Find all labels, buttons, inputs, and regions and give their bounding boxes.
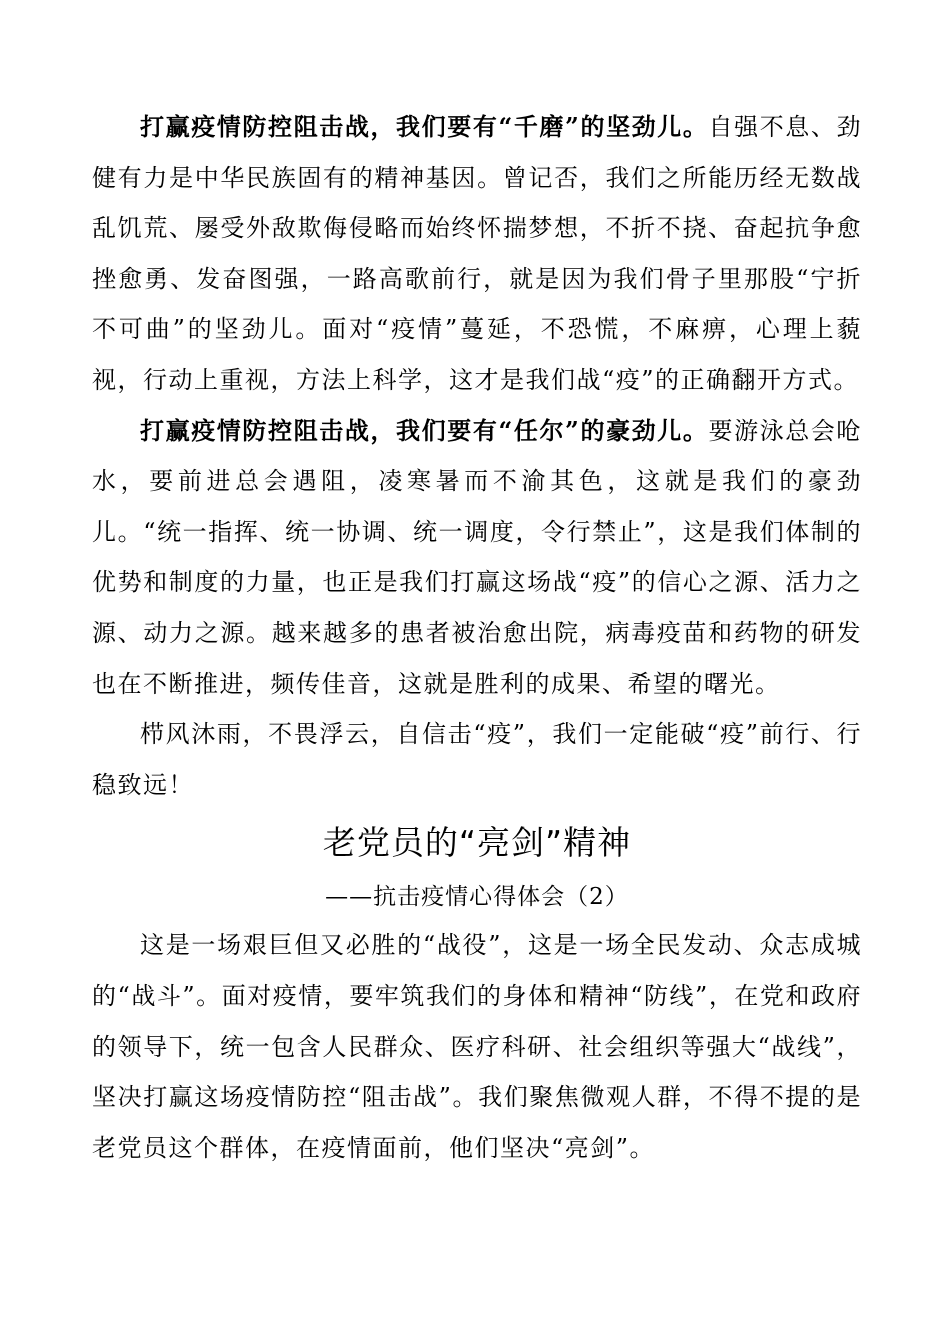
paragraph-1 — [92, 102, 862, 406]
paragraph-1-lead: 打赢疫情防控阻击战，我们要有“千磨”的坚劲儿。 — [140, 112, 709, 141]
document-page — [92, 102, 862, 1173]
paragraph-2-lead: 打赢疫情防控阻击战，我们要有“任尔”的豪劲儿。 — [140, 415, 709, 445]
article-2-paragraph: 这是一场艰巨但又必胜的“战役”，这是一场全民发动、众志成城的“战斗”。面对疫情，要牢筑我们的身体和精神“防线”，在党和政府的领导下，统一包含人民群众、医疗科研、社会组织等强大“战线”，坚决打赢这场疫情防控“阻击战”。我们聚焦微观人群，不得不提的是老党员这个群体，在疫情面前，他们坚决“亮剑”。 — [92, 931, 862, 1162]
paragraph-2 — [92, 406, 862, 710]
article-2-subtitle: ——抗击疫情心得体会（2） — [325, 884, 629, 911]
paragraph-2-body: 要游泳总会呛水，要前进总会遇阻，凌寒暑而不渝其色，这就是我们的豪劲儿。“统一指挥、统一协调、统一调度，令行禁止”，这是我们体制的优势和制度的力量，也正是我们打赢这场战“疫”的信心之源、活力之源、动力之源。越来越多的患者被治愈出院，病毒疫苗和药物的研发也在不断推进，频传佳音，这就是胜利的成果、希望的曙光。 — [92, 416, 863, 698]
paragraph-3 — [92, 709, 862, 810]
paragraph-3-body: 栉风沐雨，不畏浮云，自信击“疫”，我们一定能破“疫”前行、行稳致远！ — [92, 720, 862, 799]
paragraph-1-body: 自强不息、劲健有力是中华民族固有的精神基因。曾记否，我们之所能历经无数战乱饥荒、屡受外敌欺侮侵略而始终怀揣梦想，不折不挠、奋起抗争愈挫愈勇、发奋图强，一路高歌前行，就是因为我们骨子里那股“宁折不可曲”的坚劲儿。面对“疫情”蔓延，不恐慌，不麻痹，心理上藐视，行动上重视，方法上科学，这才是我们战“疫”的正确翻开方式。 — [92, 113, 863, 394]
article-2-title: 老党员的“亮剑”精神 — [322, 823, 632, 863]
